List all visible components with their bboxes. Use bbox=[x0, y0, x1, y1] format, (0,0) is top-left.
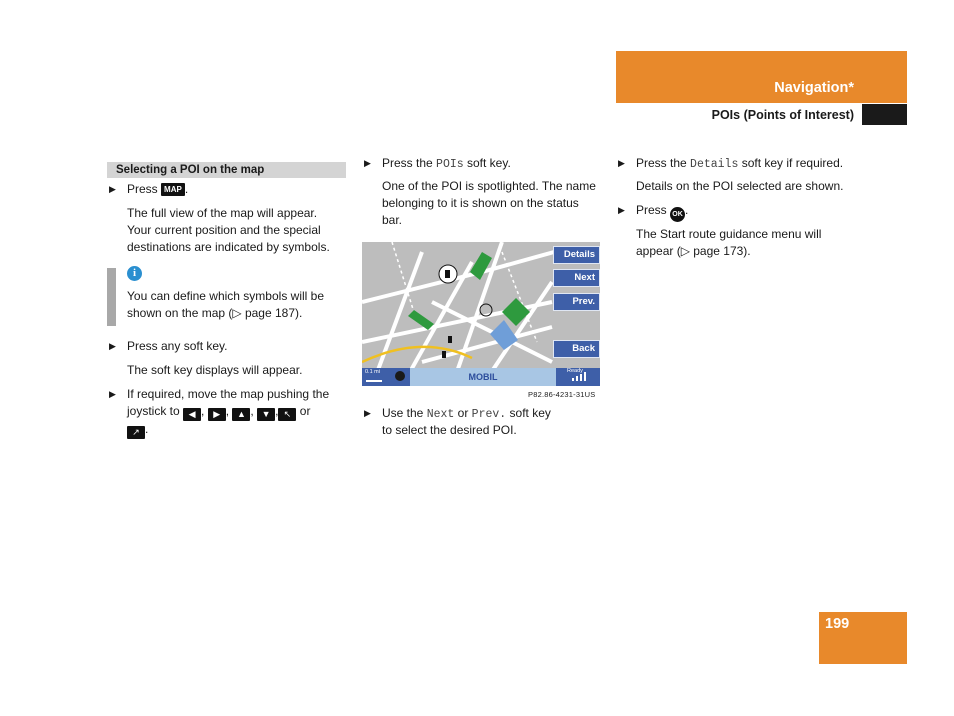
step-result-l2: Your current position and the special bbox=[127, 223, 321, 237]
details-softkey-ref: Details bbox=[690, 158, 739, 171]
section-heading: Selecting a POI on the map bbox=[116, 164, 265, 176]
step-soft-key-result: The soft key displays will appear. bbox=[127, 363, 303, 377]
step-press-details: Press the Details soft key if required. bbox=[636, 156, 844, 171]
softkey-next[interactable]: Next bbox=[553, 269, 600, 287]
bullet-icon: ▶ bbox=[109, 341, 116, 351]
ok-result-l2: appear (▷ page 173). bbox=[636, 244, 751, 258]
ok-result-l1: The Start route guidance menu will bbox=[636, 227, 822, 241]
arrow-down-icon: ▼ bbox=[257, 408, 275, 421]
step-result-l1: The full view of the map will appear. bbox=[127, 206, 318, 220]
ok-key-icon: OK bbox=[670, 207, 685, 222]
step-press-soft-key: Press any soft key. bbox=[127, 339, 228, 353]
header-marker bbox=[862, 104, 907, 125]
arrow-diagonal-upleft-icon: ↖ bbox=[278, 408, 296, 421]
note-text-l1: You can define which symbols will be bbox=[127, 289, 324, 303]
step-press-map: Press MAP . bbox=[127, 182, 189, 196]
arrow-right-icon: ▶ bbox=[208, 408, 226, 421]
arrow-diagonal-upright-icon: ↗ bbox=[127, 426, 145, 439]
step-next-prev: Use the Next or Prev. soft key bbox=[382, 406, 551, 421]
arrow-left-icon: ◀ bbox=[183, 408, 201, 421]
step-joystick-l3: ↗ . bbox=[127, 421, 148, 439]
status-bar-poi-name: MOBIL bbox=[468, 372, 498, 382]
ready-label: Ready bbox=[567, 368, 583, 374]
softkey-details[interactable]: Details bbox=[553, 246, 600, 264]
step-press-ok: Press OK . bbox=[636, 202, 688, 222]
note-bar bbox=[107, 268, 116, 326]
bullet-icon: ▶ bbox=[618, 205, 625, 215]
softkey-prev[interactable]: Prev. bbox=[553, 293, 600, 311]
pois-softkey-ref: POIs bbox=[436, 158, 464, 171]
chapter-title: Navigation* bbox=[774, 80, 854, 96]
arrow-up-icon: ▲ bbox=[232, 408, 250, 421]
section-subtitle: POIs (Points of Interest) bbox=[711, 108, 854, 122]
bullet-icon: ▶ bbox=[364, 408, 371, 418]
bullet-icon: ▶ bbox=[109, 184, 116, 194]
details-result: Details on the POI selected are shown. bbox=[636, 179, 844, 193]
bullet-icon: ▶ bbox=[618, 158, 625, 168]
bullet-icon: ▶ bbox=[109, 389, 116, 399]
step-joystick-l2: joystick to ◀ , ▶ , ▲ , ▼ , ↖ or bbox=[127, 404, 311, 419]
step-next-prev-l2: to select the desired POI. bbox=[382, 423, 517, 437]
pois-result-l1: One of the POI is spotlighted. The name bbox=[382, 179, 596, 193]
note-text-l2: shown on the map (▷ page 187). bbox=[127, 306, 303, 320]
prev-softkey-ref: Prev. bbox=[471, 408, 507, 421]
step-result-l3: destinations are indicated by symbols. bbox=[127, 240, 330, 254]
map-scale-label: 0.1 mi bbox=[365, 369, 380, 375]
bullet-icon: ▶ bbox=[364, 158, 371, 168]
step-press-pois: Press the POIs soft key. bbox=[382, 156, 511, 171]
map-key-icon: MAP bbox=[161, 183, 185, 196]
pois-result-l2: belonging to it is shown on the status bbox=[382, 196, 579, 210]
step-joystick-l1: If required, move the map pushing the bbox=[127, 387, 330, 401]
softkey-back[interactable]: Back bbox=[553, 340, 600, 358]
page-number: 199 bbox=[825, 616, 850, 632]
map-screen bbox=[362, 242, 600, 386]
info-icon: i bbox=[127, 266, 142, 281]
pois-result-l3: bar. bbox=[382, 213, 403, 227]
next-softkey-ref: Next bbox=[426, 408, 455, 421]
figure-caption: P82.86-4231-31US bbox=[528, 390, 596, 399]
